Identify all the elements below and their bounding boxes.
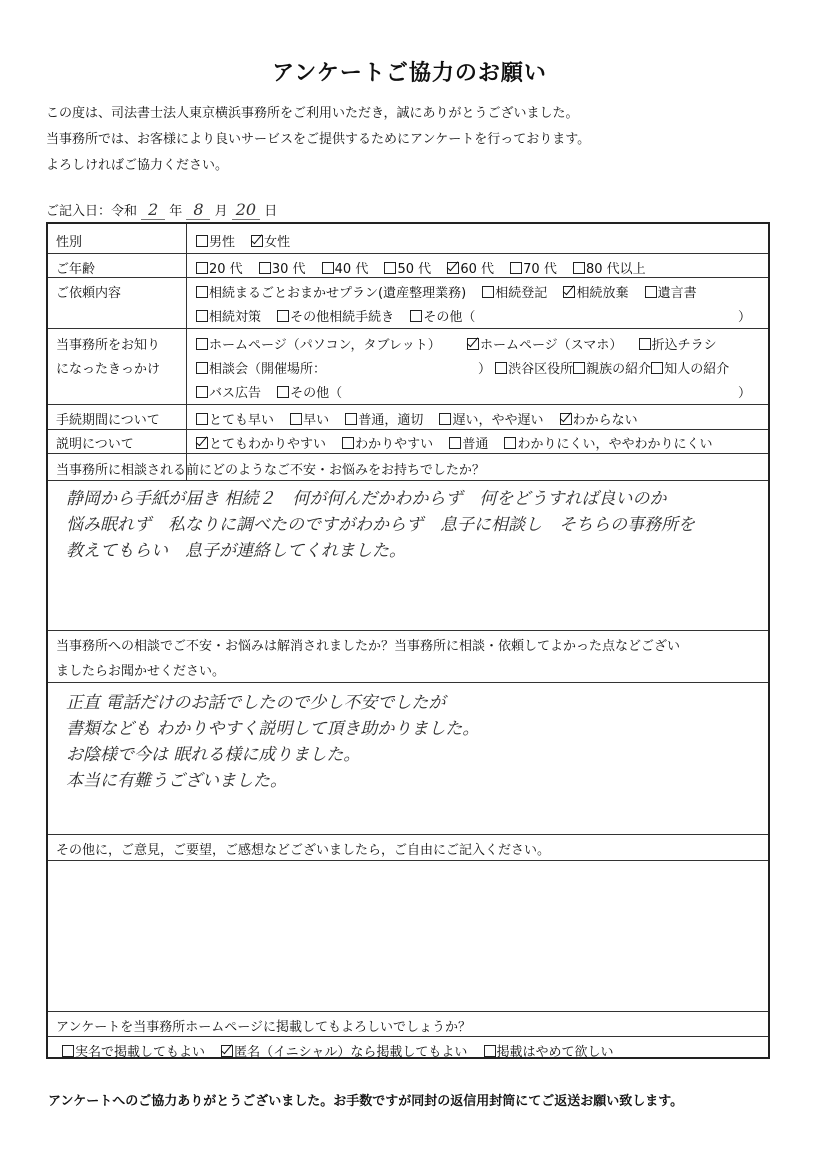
request-options-row1 <box>196 282 709 301</box>
entry-date <box>46 200 277 220</box>
intro-line: 当事務所では、お客様により良いサービスをご提供するためにアンケートを行っております。 <box>46 132 591 147</box>
q2-answer-line[interactable]: 書類なども わかりやすく説明して頂き助かりました。 <box>66 719 480 739</box>
no-publish-checkbox[interactable] <box>484 1045 496 1057</box>
source-option: 折込チラシ <box>651 338 717 353</box>
clear-checkbox[interactable] <box>342 437 354 449</box>
homepage-pc-checkbox[interactable] <box>196 338 208 350</box>
full-plan-checkbox[interactable] <box>196 286 208 298</box>
page-title: アンケートご協力のお願い <box>272 61 547 86</box>
source-option: 知人の紹介 <box>664 362 730 377</box>
source-label: 当事務所をお知り <box>56 338 161 353</box>
seminar-checkbox[interactable] <box>196 362 208 374</box>
very-fast-checkbox[interactable] <box>196 413 208 425</box>
explain-option: わかりにくい，ややわかりにくい <box>517 437 713 452</box>
q1-answer-line[interactable]: 教えてもらい 息子が連絡してくれました。 <box>66 541 406 561</box>
request-other-close: ） <box>738 310 752 325</box>
q2-question: 当事務所への相談でご不安・お悩みは解消されましたか？当事務所に相談・依頼してよかった点などござい <box>56 639 681 654</box>
inheritance-planning-checkbox[interactable] <box>196 310 208 322</box>
will-checkbox[interactable] <box>645 286 657 298</box>
inheritance-renunciation-checkbox[interactable] <box>563 286 575 298</box>
gender-label: 性別 <box>56 235 83 250</box>
publish-options <box>62 1041 626 1060</box>
unclear-checkbox[interactable] <box>504 437 516 449</box>
footer-note: アンケートへのご協力ありがとうございました。お手数ですが同封の返信用封筒にてご返送お願い致します。 <box>48 1094 684 1109</box>
request-options-row2 <box>196 306 487 325</box>
age-option: 70 代 <box>523 262 557 277</box>
bus-ad-checkbox[interactable] <box>196 386 208 398</box>
publish-option: 匿名（イニシャル）なら掲載してもよい <box>234 1045 468 1060</box>
q3-question: その他に，ご意見，ご要望，ご感想などございましたら，ご自由にご記入ください。 <box>56 843 551 858</box>
source-option: その他（ <box>290 386 343 401</box>
q2-question: ましたらお聞かせください。 <box>56 664 226 679</box>
male-checkbox[interactable] <box>196 235 208 247</box>
request-option: 遺言書 <box>657 286 697 301</box>
fast-checkbox[interactable] <box>290 413 302 425</box>
year-unit: 年 <box>169 204 183 219</box>
age-option: 80 代以上 <box>585 262 646 277</box>
real-name-checkbox[interactable] <box>62 1045 74 1057</box>
day-unit: 日 <box>264 204 278 219</box>
age-60-checkbox[interactable] <box>447 262 459 274</box>
slow-checkbox[interactable] <box>439 413 451 425</box>
normal-checkbox[interactable] <box>345 413 357 425</box>
intro-line: この度は、司法書士法人東京横浜事務所をご利用いただき，誠にありがとうございました。 <box>46 106 579 121</box>
period-options <box>196 409 650 428</box>
entry-month[interactable]: 8 <box>186 200 210 220</box>
age-option: 20 代 <box>209 262 243 277</box>
publish-question: アンケートを当事務所ホームページに掲載してもよろしいでしょうか？ <box>56 1020 471 1035</box>
age-80-checkbox[interactable] <box>573 262 585 274</box>
request-option: 相続対策 <box>209 310 262 325</box>
age-20-checkbox[interactable] <box>196 262 208 274</box>
source-option: ホームページ（スマホ） <box>479 338 623 353</box>
age-label: ご年齢 <box>56 262 96 277</box>
request-label: ご依頼内容 <box>56 286 122 301</box>
q2-answer-line[interactable]: 正直 電話だけのお話でしたので少し不安でしたが <box>66 693 446 713</box>
age-50-checkbox[interactable] <box>384 262 396 274</box>
age-70-checkbox[interactable] <box>510 262 522 274</box>
age-option: 40 代 <box>334 262 369 277</box>
female-option: 女性 <box>264 235 291 250</box>
entry-year[interactable]: 2 <box>141 200 165 220</box>
request-option: その他（ <box>423 310 476 325</box>
age-40-checkbox[interactable] <box>322 262 334 274</box>
period-option: わからない <box>572 413 638 428</box>
publish-option: 掲載はやめて欲しい <box>496 1045 614 1060</box>
q2-answer-line[interactable]: お陰様で今は 眠れる様に成りました。 <box>66 745 361 765</box>
publish-option: 実名で掲載してもよい <box>75 1045 206 1060</box>
q1-answer-line[interactable]: 静岡から手紙が届き 相続２ 何が何んだかわからず 何をどうすれば良いのか <box>66 489 667 509</box>
source-option: バス広告 <box>209 386 262 401</box>
source-options-row2 <box>478 358 729 377</box>
period-option: 普通，適切 <box>358 413 424 428</box>
homepage-smartphone-checkbox[interactable] <box>467 338 479 350</box>
request-option: 相続登記 <box>495 286 548 301</box>
month-unit: 月 <box>214 204 228 219</box>
age-30-checkbox[interactable] <box>259 262 271 274</box>
very-clear-checkbox[interactable] <box>196 437 208 449</box>
explain-options <box>196 433 712 452</box>
source-option: 渋谷区役所 <box>508 362 574 377</box>
source-option: 相談会（開催場所： <box>209 362 327 377</box>
age-options <box>196 258 658 277</box>
unknown-checkbox[interactable] <box>560 413 572 425</box>
source-option: ホームページ（パソコン，タブレット） <box>209 338 441 353</box>
seminar-close: ） <box>478 362 492 377</box>
source-options-row1 <box>196 334 717 353</box>
anonymous-checkbox[interactable] <box>221 1045 233 1057</box>
source-other-checkbox[interactable] <box>277 386 289 398</box>
period-option: とても早い <box>209 413 275 428</box>
explain-label: 説明について <box>56 437 134 452</box>
source-option: 親族の紹介 <box>586 362 652 377</box>
seminar-option <box>196 358 326 377</box>
age-option: 60 代 <box>460 262 494 277</box>
period-option: 遅い，やや遅い <box>452 413 544 428</box>
friend-referral-checkbox[interactable] <box>651 362 663 374</box>
age-option: 50 代 <box>397 262 432 277</box>
period-option: 早い <box>303 413 330 428</box>
request-option: 相続まるごとおまかせプラン(遺産整理業務) <box>209 286 467 301</box>
male-option: 男性 <box>209 235 236 250</box>
q2-answer-line[interactable]: 本当に有難うございました。 <box>66 771 287 791</box>
average-checkbox[interactable] <box>449 437 461 449</box>
female-checkbox[interactable] <box>251 235 263 247</box>
q3-answer-area[interactable] <box>56 866 756 1006</box>
explain-option: 普通 <box>462 437 489 452</box>
other-procedure-checkbox[interactable] <box>277 310 289 322</box>
q1-question: 当事務所に相談される前にどのようなご不安・お悩みをお持ちでしたか？ <box>56 463 485 478</box>
flyer-checkbox[interactable] <box>639 338 651 350</box>
intro-line: よろしければご協力ください。 <box>46 158 229 173</box>
age-option: 30 代 <box>271 262 306 277</box>
gender-options <box>196 231 302 250</box>
request-other-checkbox[interactable] <box>410 310 422 322</box>
period-label: 手続期間について <box>56 413 160 428</box>
inheritance-registration-checkbox[interactable] <box>482 286 494 298</box>
request-option: その他相続手続き <box>290 310 395 325</box>
source-options-row3 <box>196 382 354 401</box>
source-label: になったきっかけ <box>56 362 161 377</box>
source-other-close: ） <box>738 386 752 401</box>
explain-option: わかりやすい <box>355 437 434 452</box>
shibuya-office-checkbox[interactable] <box>495 362 507 374</box>
relative-referral-checkbox[interactable] <box>573 362 585 374</box>
entry-date-label: ご記入日：令和 <box>46 204 138 219</box>
explain-option: とてもわかりやすい <box>209 437 327 452</box>
request-option: 相続放棄 <box>576 286 629 301</box>
q1-answer-line[interactable]: 悩み眠れず 私なりに調べたのですがわからず 息子に相談し そちらの事務所を <box>66 515 695 535</box>
survey-form <box>46 222 770 1059</box>
entry-day[interactable]: 20 <box>232 200 260 220</box>
